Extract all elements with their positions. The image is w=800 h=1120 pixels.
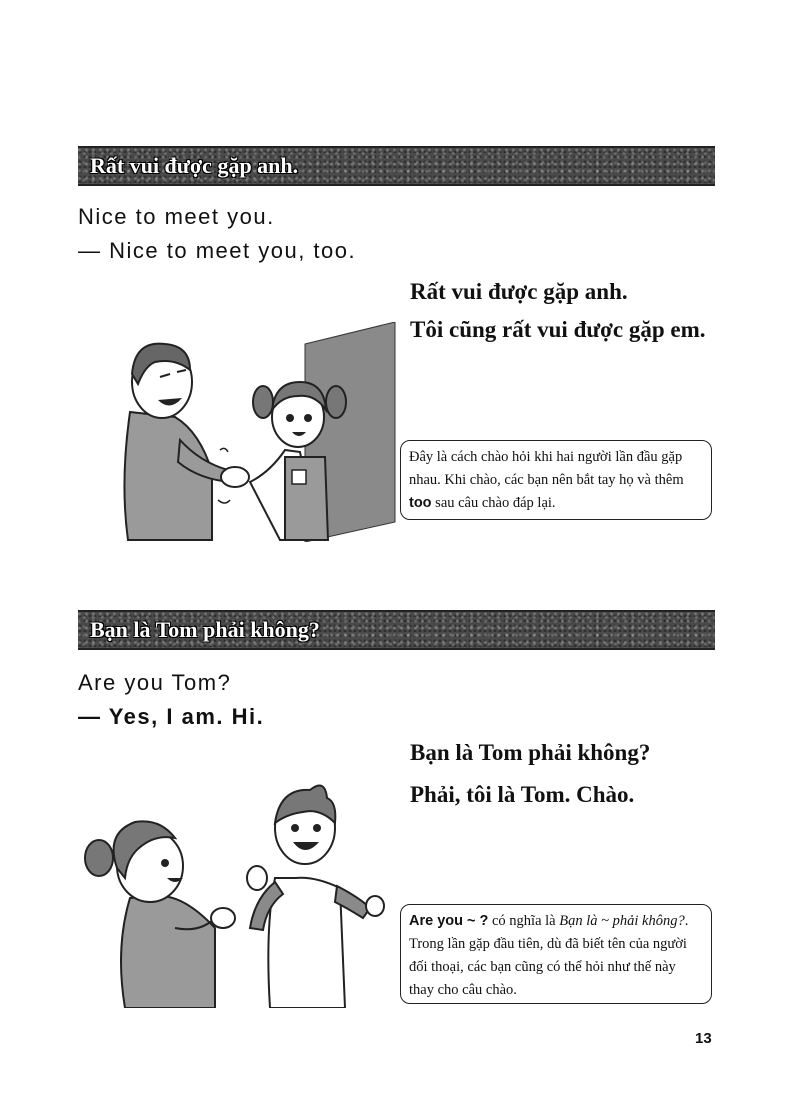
note-text: có nghĩa là (488, 913, 560, 929)
page-number: 13 (695, 1030, 712, 1047)
usage-note-box (400, 440, 712, 520)
note-italic-translation: Bạn là ~ phải không? (559, 913, 685, 929)
greeting-illustration (75, 778, 385, 1008)
usage-note-box (400, 904, 712, 1004)
note-keyword: too (409, 495, 432, 511)
section-banner-2 (78, 610, 715, 650)
english-phrase: Are you Tom? (78, 670, 232, 695)
note-text-end: sau câu chào đáp lại. (431, 495, 556, 511)
vietnamese-translation: Bạn là Tom phải không? (410, 740, 651, 765)
vietnamese-translation: Rất vui được gặp anh. (410, 279, 628, 304)
vietnamese-translation-response: Phải, tôi là Tom. Chào. (410, 782, 635, 807)
english-response: — Nice to meet you, too. (78, 238, 357, 263)
vietnamese-translation-response: Tôi cũng rất vui được gặp em. (410, 317, 706, 342)
section-title: Bạn là Tom phải không? (90, 617, 320, 642)
section-banner-1 (78, 146, 715, 186)
english-response: — Yes, I am. Hi. (78, 704, 265, 729)
note-text: Đây là cách chào hỏi khi hai người lần đầu gặp nhau. Khi chào, các bạn nên bắt tay họ và thêm (409, 449, 684, 488)
english-phrase: Nice to meet you. (78, 204, 275, 229)
section-title: Rất vui được gặp anh. (90, 153, 299, 178)
handshake-illustration (100, 322, 400, 542)
note-text-end: . Trong lần gặp đầu tiên, dù đã biết tên của người đối thoại, các bạn cũng có thể hỏi như thế này thay cho câu chào. (409, 913, 689, 998)
note-keyword: Are you ~ ? (409, 913, 489, 929)
